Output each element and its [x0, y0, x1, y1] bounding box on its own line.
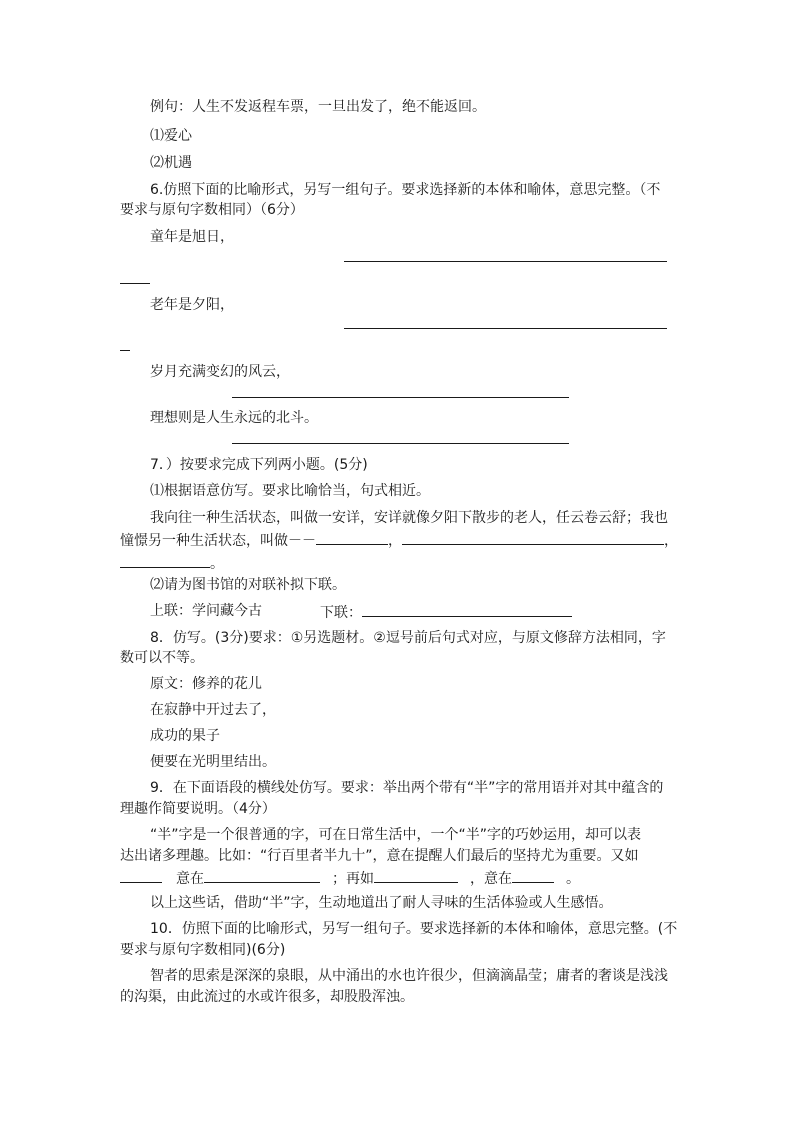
q6-prompt-line1: 6.仿照下面的比喻形式，另写一组句子。要求选择新的本体和喻体，意思完整。（不 — [150, 182, 661, 198]
example-sentence: 例句：人生不发返程车票，一旦出发了，绝不能返回。 — [150, 99, 486, 115]
q10-paragraph-line1: 智者的思索是深深的泉眼，从中涌出的水也许很少，但滴滴晶莹；庸者的奢谈是浅浅 — [150, 968, 668, 984]
q6-sentence-2: 老年是夕阳， — [150, 297, 234, 313]
q7-paragraph-line3: 。 — [120, 553, 224, 573]
q7-paragraph-line1: 我向往一种生活状态，叫做一安详，安详就像夕阳下散步的老人，任云卷云舒；我也 — [150, 510, 668, 526]
q9-paragraph-line3: 意在 ；再如 ，意在 。 — [120, 868, 580, 888]
q8-prompt-line1: 8．仿写。(3分)要求：①另选题材。②逗号前后句式对应，与原文修辞方法相同，字 — [150, 630, 666, 646]
answer-blank[interactable] — [402, 530, 664, 545]
answer-blank[interactable] — [120, 868, 162, 883]
q6-prompt-line2: 要求与原句字数相同）（6分） — [120, 202, 304, 218]
answer-blank[interactable] — [120, 553, 210, 568]
q8-sample-3: 成功的果子 — [150, 728, 220, 744]
q5-item-2: ⑵机遇 — [150, 155, 192, 171]
q9-prompt-line2: 理趣作简要说明。（4分） — [120, 801, 276, 817]
q8-prompt-line2: 数可以不等。 — [120, 650, 204, 666]
q7-sub2-prompt: ⑵请为图书馆的对联补拟下联。 — [150, 577, 346, 593]
answer-blank[interactable] — [512, 868, 554, 883]
answer-blank[interactable] — [232, 443, 569, 444]
q7-prompt: 7．）按要求完成下列两小题。(5分) — [150, 457, 368, 473]
answer-blank[interactable] — [316, 530, 388, 545]
q8-sample-4: 便要在光明里结出。 — [150, 754, 276, 770]
q7-couplet-lower: 下联： — [320, 602, 572, 622]
q8-sample-2: 在寂静中开过去了， — [150, 702, 276, 718]
answer-blank[interactable] — [204, 868, 320, 883]
q10-paragraph-line2: 的沟渠，由此流过的水或许很多，却股股浑浊。 — [120, 989, 414, 1005]
q5-item-1: ⑴爱心 — [150, 128, 192, 144]
answer-blank[interactable] — [374, 868, 458, 883]
q9-prompt-line1: 9．在下面语段的横线处仿写。要求：举出两个带有“半”字的常用语并对其中蕴含的 — [150, 780, 664, 796]
q10-prompt-line1: 10．仿照下面的比喻形式，另写一组句子。要求选择新的本体和喻体，意思完整。(不 — [150, 921, 678, 937]
q9-paragraph-line1: “半”字是一个很普通的字，可在日常生活中，一个“半”字的巧妙运用，却可以表 — [150, 827, 642, 843]
answer-blank[interactable] — [344, 328, 667, 329]
q7-paragraph-line2: 憧憬另一种生活状态，叫做－－ ， ， — [120, 530, 678, 550]
q10-prompt-line2: 要求与原句字数相同)(6分) — [120, 942, 286, 958]
answer-blank[interactable] — [120, 283, 150, 284]
q9-paragraph-line4: 以上这些话，借助“半”字，生动地道出了耐人寻味的生活体验或人生感悟。 — [150, 895, 613, 911]
answer-blank[interactable] — [362, 602, 572, 617]
q8-sample-1: 原文：修养的花儿 — [150, 676, 262, 692]
q9-paragraph-line2: 达出诸多理趣。比如：“行百里者半九十”，意在提醒人们最后的坚持尤为重要。又如 — [120, 848, 639, 864]
q6-sentence-4: 理想则是人生永远的北斗。 — [150, 410, 318, 426]
q7-sub1-prompt: ⑴根据语意仿写。要求比喻恰当，句式相近。 — [150, 483, 430, 499]
answer-blank[interactable] — [344, 261, 667, 262]
q6-sentence-1: 童年是旭日， — [150, 229, 234, 245]
answer-blank[interactable] — [232, 397, 569, 398]
answer-blank[interactable] — [120, 350, 130, 351]
q6-sentence-3: 岁月充满变幻的风云， — [150, 364, 290, 380]
q7-couplet-upper: 上联：学问藏今古 — [150, 603, 262, 619]
